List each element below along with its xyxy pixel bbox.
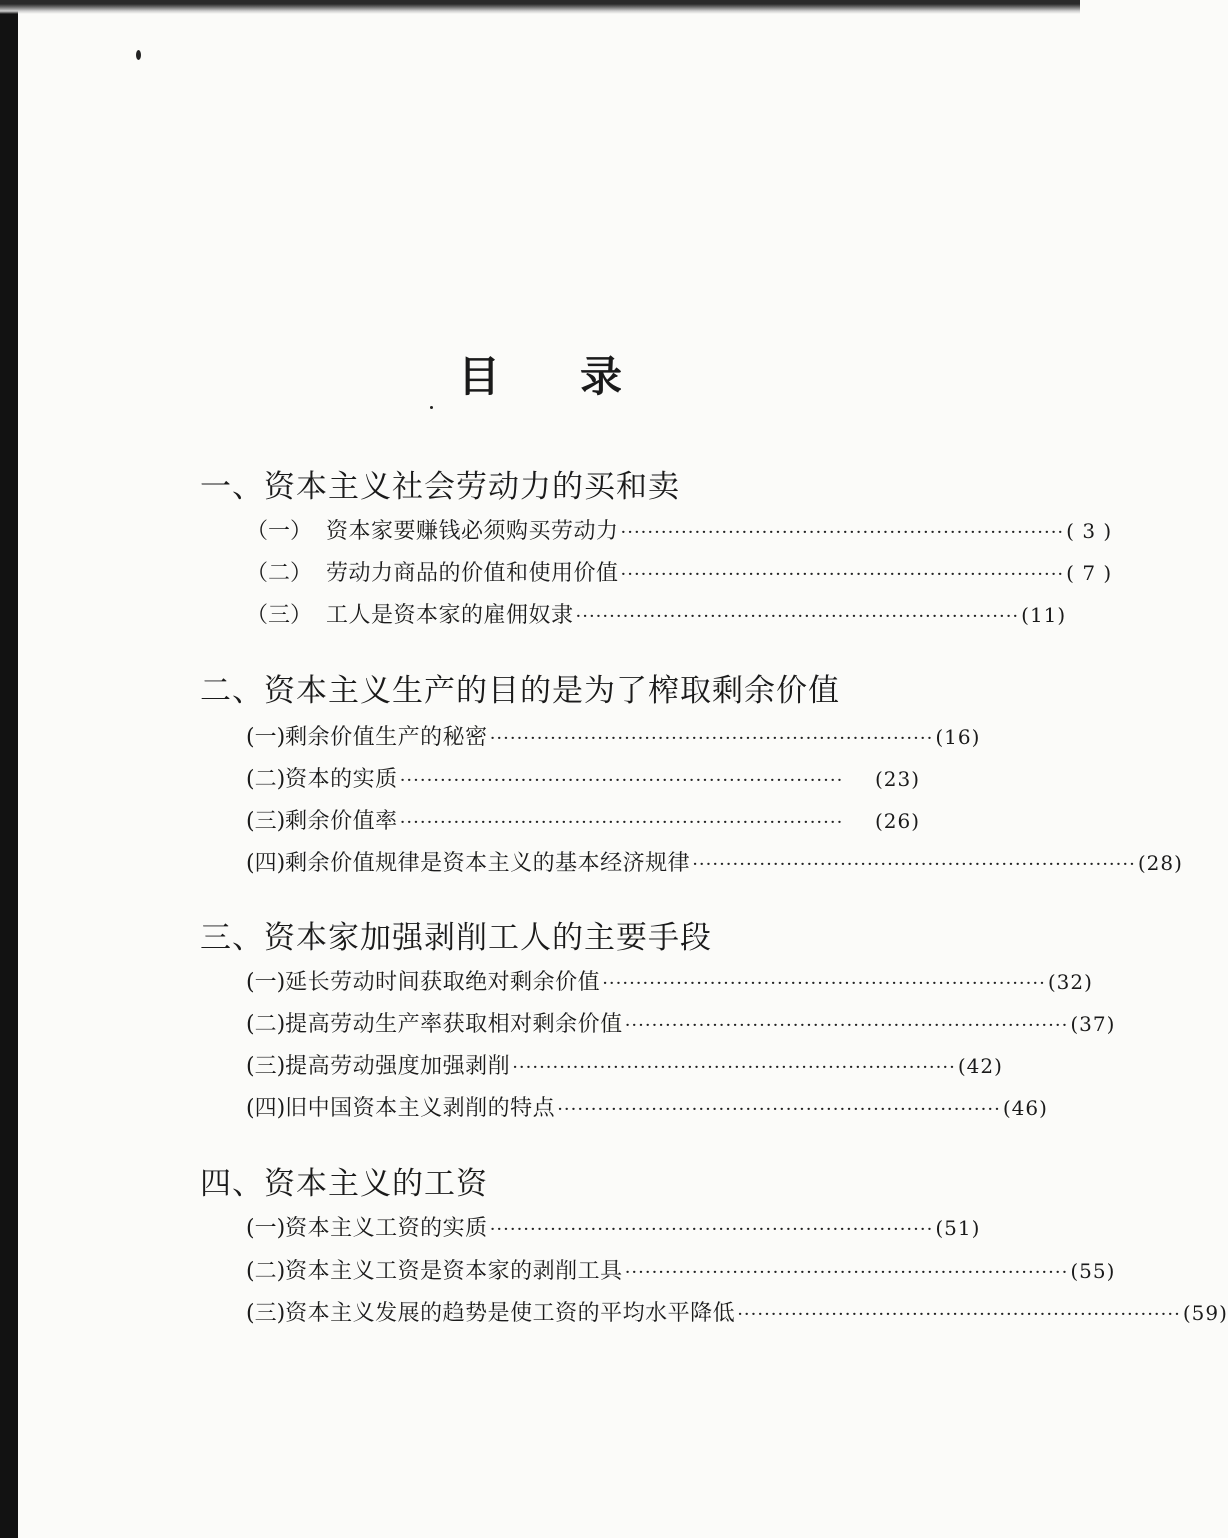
leader-dots: ··································································	[602, 973, 1046, 994]
section-number: (三)	[246, 1054, 286, 1079]
page-number: (26)	[874, 809, 920, 833]
section-number: (一)	[246, 1216, 286, 1241]
toc-entry[interactable]	[246, 1298, 1228, 1328]
toc-entry[interactable]	[246, 722, 981, 752]
section-title: 资本主义工资的实质	[285, 1216, 488, 1241]
section-number: (一)	[246, 725, 286, 750]
leader-dots: ··································································	[624, 1015, 1069, 1036]
page-number: (55)	[1070, 1259, 1116, 1283]
page-number: (32)	[1047, 970, 1093, 994]
section-number: (四)	[246, 1096, 286, 1121]
section-number: （一）	[246, 519, 313, 544]
leader-dots: ··································································	[557, 1099, 1001, 1120]
leader-dots: ··································································	[489, 728, 934, 749]
leader-dots: ··································································	[620, 522, 1065, 543]
page-number: (28)	[1137, 851, 1183, 875]
page-number: (11)	[1021, 603, 1067, 627]
section-number: （三）	[246, 603, 313, 628]
leader-dots: ··································································	[624, 1262, 1069, 1283]
chapter-heading: 二、资本主义生产的目的是为了榨取剩余价值	[200, 673, 840, 709]
title-char-right: 录	[580, 352, 623, 401]
page-number: (59)	[1182, 1301, 1228, 1325]
section-title: 提高劳动强度加强剥削	[285, 1054, 511, 1079]
toc-entry[interactable]	[246, 1093, 1048, 1123]
page-title	[0, 347, 1080, 407]
section-number: （二）	[246, 561, 313, 586]
chapter-heading: 三、资本家加强剥削工人的主要手段	[200, 920, 712, 956]
section-number: (一)	[246, 970, 286, 995]
toc-entry[interactable]	[246, 558, 1113, 588]
toc-entry[interactable]	[246, 967, 1093, 997]
section-title: 剩余价值生产的秘密	[285, 725, 488, 750]
toc-entry[interactable]	[246, 1009, 1116, 1039]
leader-dots: ··································································	[399, 812, 844, 833]
page-number: (16)	[935, 725, 981, 749]
section-number: (三)	[246, 1301, 286, 1326]
page-number: ( 3 )	[1066, 519, 1113, 543]
page-number: (37)	[1070, 1012, 1116, 1036]
toc-entry[interactable]	[246, 848, 1183, 878]
scan-top-edge	[0, 0, 1080, 14]
toc-entry[interactable]	[246, 764, 920, 794]
section-title: 旧中国资本主义剥削的特点	[285, 1096, 556, 1121]
page-number: (42)	[957, 1054, 1003, 1078]
section-number: (四)	[246, 851, 286, 876]
section-title: 资本的实质	[285, 767, 398, 792]
chapter-heading: 一、资本主义社会劳动力的买和卖	[200, 469, 680, 505]
section-title: 提高劳动生产率获取相对剩余价值	[285, 1012, 623, 1037]
toc-entry[interactable]	[246, 1256, 1116, 1286]
toc-entry[interactable]	[246, 1213, 981, 1243]
section-number: (二)	[246, 767, 286, 792]
section-title: 剩余价值规律是资本主义的基本经济规律	[285, 851, 691, 876]
section-title: 剩余价值率	[285, 809, 398, 834]
section-number: (二)	[246, 1259, 286, 1284]
toc-entry[interactable]	[246, 806, 920, 836]
page-number: (51)	[935, 1216, 981, 1240]
title-char-left: 目	[457, 352, 500, 401]
toc-entry[interactable]	[246, 516, 1113, 546]
leader-dots: ··································································	[737, 1304, 1181, 1325]
leader-dots: ··································································	[489, 1219, 934, 1240]
leader-dots: ··································································	[575, 606, 1020, 627]
leader-dots: ··································································	[620, 564, 1065, 585]
section-title: 资本家要赚钱必须购买劳动力	[326, 519, 619, 544]
leader-dots: ··································································	[399, 770, 844, 791]
section-title: 资本主义发展的趋势是使工资的平均水平降低	[285, 1301, 736, 1326]
page-number: (46)	[1002, 1096, 1048, 1120]
section-title: 资本主义工资是资本家的剥削工具	[285, 1259, 623, 1284]
toc-entry[interactable]	[246, 600, 1067, 630]
toc-entry[interactable]	[246, 1051, 1003, 1081]
page-number: ( 7 )	[1066, 561, 1113, 585]
leader-dots: ··································································	[512, 1057, 956, 1078]
chapter-heading: 四、资本主义的工资	[200, 1166, 488, 1202]
scan-left-edge	[0, 0, 18, 1538]
section-number: (二)	[246, 1012, 286, 1037]
section-title: 延长劳动时间获取绝对剩余价值	[285, 970, 601, 995]
section-title: 工人是资本家的雇佣奴隶	[326, 603, 574, 628]
page-number: (23)	[874, 767, 920, 791]
scan-speck	[136, 50, 141, 60]
section-title: 劳动力商品的价值和使用价值	[326, 561, 619, 586]
leader-dots: ··································································	[692, 854, 1136, 875]
section-number: (三)	[246, 809, 286, 834]
